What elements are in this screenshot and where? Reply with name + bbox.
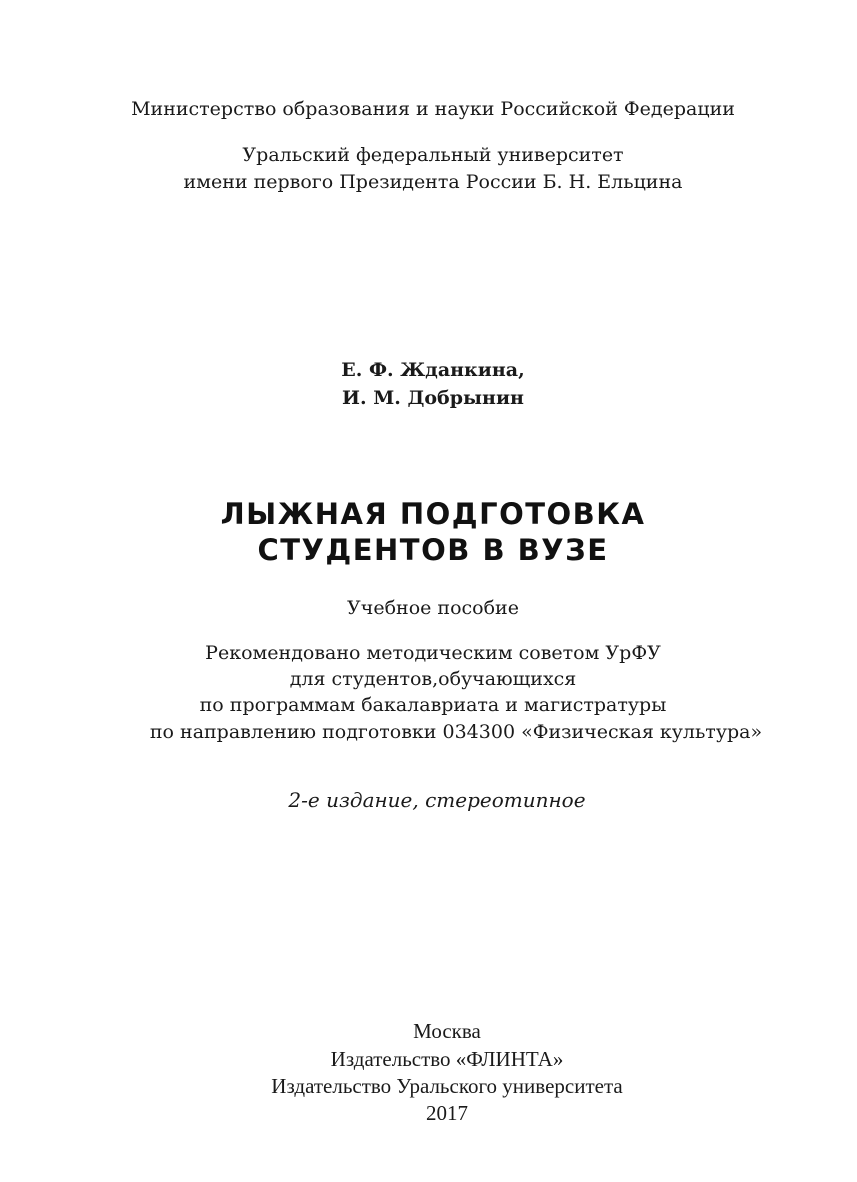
- book-title-line-2: СТУДЕНТОВ В ВУЗЕ: [257, 533, 609, 567]
- recommendation-line-2: для студентов,обучающихся: [289, 668, 577, 690]
- recommendation-line-1: Рекомендовано методическим советом УрФУ: [205, 642, 661, 664]
- edition-note: 2-е издание, стереотипное: [288, 788, 586, 812]
- imprint-publisher-1: Издательство «ФЛИНТА»: [330, 1047, 564, 1071]
- imprint-year: 2017: [426, 1101, 468, 1125]
- author-1: Е. Ф. Жданкина,: [341, 359, 525, 381]
- university-line-2: имени первого Президента России Б. Н. Ельцина: [183, 171, 683, 193]
- subtitle: Учебное пособие: [347, 597, 519, 619]
- recommendation-line-4: по направлению подготовки 034300 «Физическая культура»: [149, 721, 763, 743]
- ministry-line: Министерство образования и науки Российской Федерации: [131, 98, 735, 120]
- imprint-publisher-2: Издательство Уральского университета: [271, 1074, 623, 1098]
- book-title-line-1: ЛЫЖНАЯ ПОДГОТОВКА: [220, 497, 646, 531]
- university-line-1: Уральский федеральный университет: [242, 144, 624, 166]
- author-2: И. М. Добрынин: [342, 387, 524, 409]
- recommendation-line-3: по программам бакалавриата и магистратуры: [199, 694, 667, 716]
- imprint-city: Москва: [413, 1019, 481, 1043]
